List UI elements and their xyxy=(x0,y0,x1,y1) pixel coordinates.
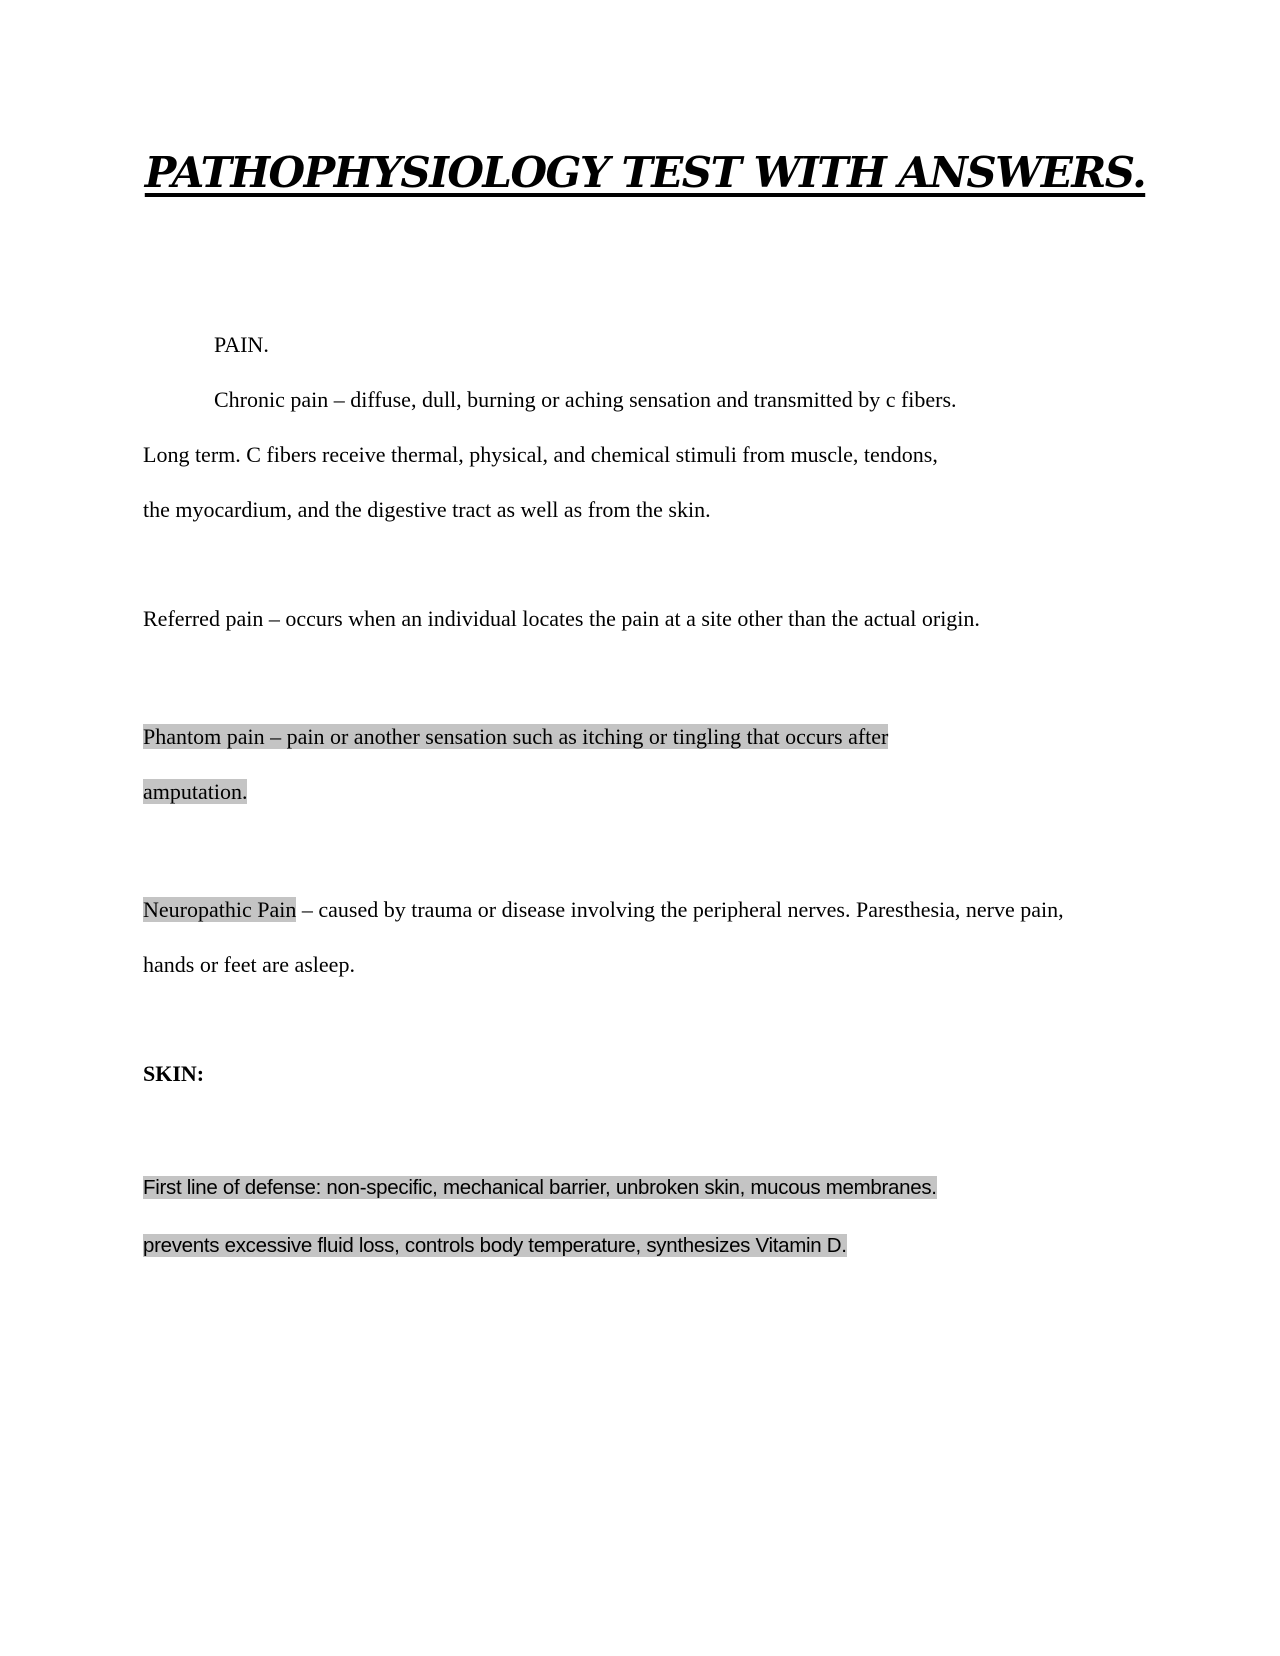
document-title: PATHOPHYSIOLOGY TEST WITH ANSWERS. xyxy=(144,148,1146,197)
phantom-pain-line-1: Phantom pain – pain or another sensation such as itching or tingling that occurs after xyxy=(143,724,889,749)
chronic-pain-line-3: the myocardium, and the digestive tract as well as from the skin. xyxy=(143,497,711,522)
chronic-pain-line-2: Long term. C fibers receive thermal, physical, and chemical stimuli from muscle, tendons, xyxy=(143,442,938,467)
chronic-pain-line-1: Chronic pain – diffuse, dull, burning or aching sensation and transmitted by c fibers. xyxy=(214,387,957,412)
neuropathic-pain-line-1 xyxy=(143,896,1064,924)
pain-heading: PAIN. xyxy=(214,332,269,357)
neuropathic-pain-term: Neuropathic Pain xyxy=(143,897,297,922)
skin-line-1: First line of defense: non-specific, mechanical barrier, unbroken skin, mucous membranes. xyxy=(143,1176,937,1199)
skin-heading: SKIN: xyxy=(143,1061,205,1086)
skin-line-2: prevents excessive fluid loss, controls body temperature, synthesizes Vitamin D. xyxy=(143,1234,847,1257)
neuropathic-pain-definition: – caused by trauma or disease involving the peripheral nerves. Paresthesia, nerve pain, xyxy=(296,897,1064,922)
referred-pain: Referred pain – occurs when an individual locates the pain at a site other than the actual origin. xyxy=(143,606,980,631)
neuropathic-pain-line-2: hands or feet are asleep. xyxy=(143,952,355,977)
phantom-pain-line-2: amputation. xyxy=(143,779,248,804)
